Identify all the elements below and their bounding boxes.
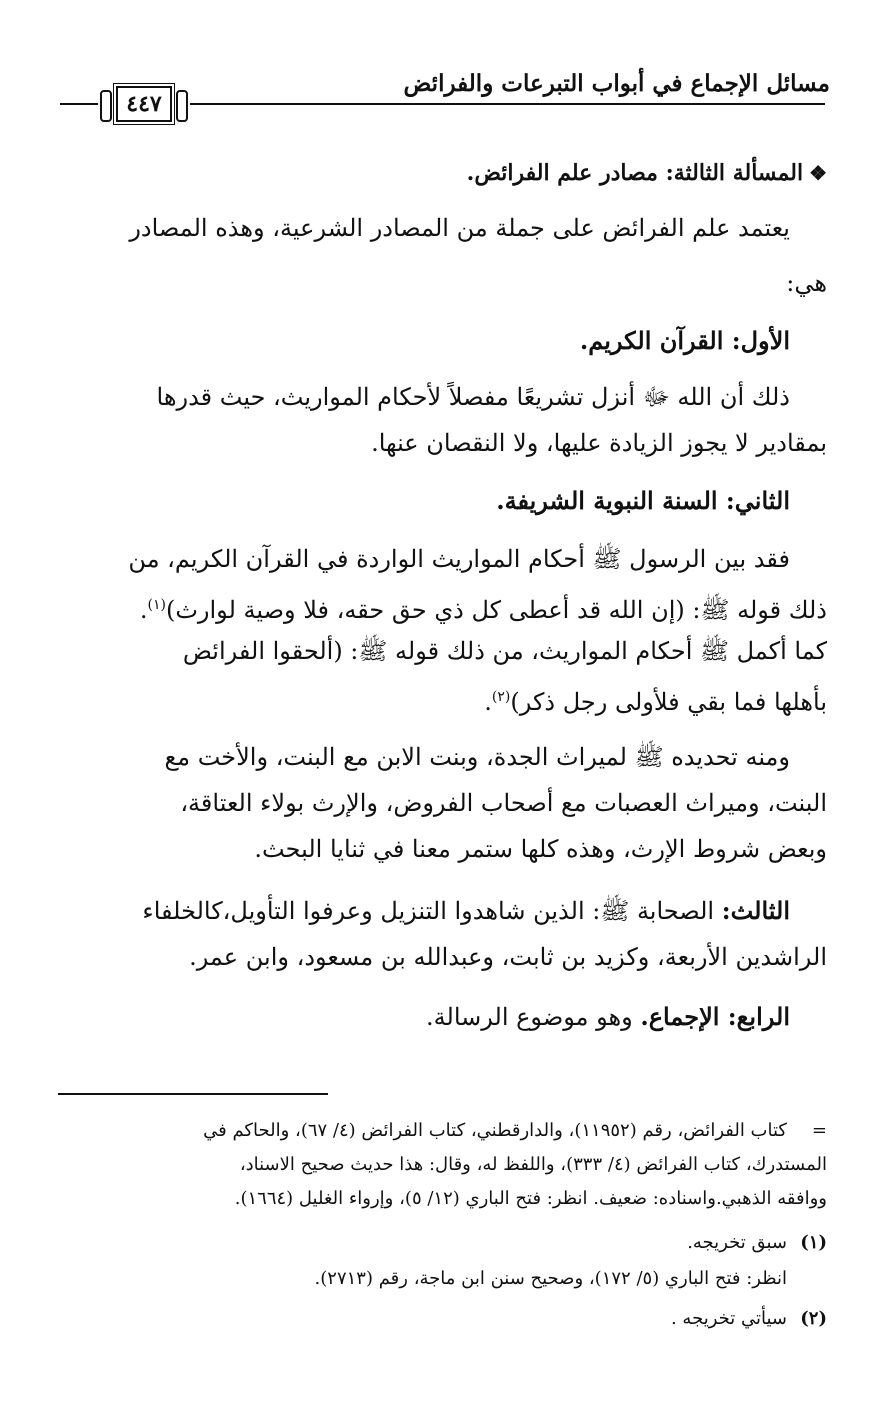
third-source-text: الصحابة ﷺ: الذين شاهدوا التنزيل وعرفوا التأويل،كالخلفاء (142, 897, 722, 925)
footnote-1-number: (١) (800, 1232, 827, 1253)
continuation-mark: = (811, 1120, 827, 1141)
intro-line-2: هي: (786, 269, 827, 297)
page-number: ٤٤٧ (116, 86, 171, 122)
page-number-frame (98, 82, 190, 126)
footnote-continued-line-3: ووافقه الذهبي.واسناده: ضعيف. انظر: فتح الباري (١٢/ ٥)، وإرواء الغليل (١٦٦٤). (234, 1188, 827, 1209)
period: . (484, 688, 492, 716)
fourth-source-line (55, 994, 790, 1040)
first-source-line-1: ذلك أن الله ﷻ أنزل تشريعًا مفصلاً لأحكام المواريث، حيث قدرها (156, 383, 790, 411)
sunnah-examples-line-2: البنت، وميراث العصبات مع أصحاب الفروض، والإرث بولاء العتاقة، (180, 789, 827, 817)
footnote-text: كتاب الفرائض، رقم (١١٩٥٢)، والدارقطني، كتاب الفرائض (٤/ ٦٧)، والحاكم في (203, 1120, 787, 1141)
ijma-term: الإجماع. (640, 1002, 728, 1031)
sunnah-examples-line-3: وبعض شروط الإرث، وهذه كلها ستمر معنا في ثنايا البحث. (254, 835, 827, 863)
footnote-ref-1: (١) (147, 597, 166, 613)
footnote-ref-2: (٢) (491, 689, 511, 705)
third-source-line-2: الراشدين الأربعة، وكزيد بن ثابت، وعبدالله بن مسعود، وابن عمر. (189, 943, 827, 971)
footnote-1-text: سبق تخريجه. (687, 1232, 787, 1253)
footnote-continued-line-1 (55, 1116, 827, 1146)
footnote-separator (58, 1093, 328, 1095)
footnote-2-number: (٢) (800, 1308, 827, 1329)
third-source-line-1 (55, 888, 790, 934)
section-heading (55, 150, 827, 196)
frame-ornament-right (176, 90, 188, 122)
fourth-source-text: وهو موضوع الرسالة. (426, 1003, 641, 1031)
hadith-text-1: ذلك قوله ﷺ: (إن الله قد أعطى كل ذي حق حقه، فلا وصية لوارث) (165, 596, 827, 624)
sunnah-examples-line-1: ومنه تحديده ﷺ لميراث الجدة، وبنت الابن مع البنت، والأخت مع (164, 743, 790, 771)
second-source-line-4 (55, 674, 827, 725)
footnote-2-text: سيأتي تخريجه . (670, 1308, 787, 1329)
footnote-continued-line-2: المستدرك، كتاب الفرائض (٤/ ٣٣٣)، واللفظ له، وقال: هذا حديث صحيح الاسناد، (239, 1154, 827, 1175)
second-source-line-2 (55, 582, 827, 633)
hadith-text-2: بأهلها فما بقي فلأولى رجل ذكر) (510, 688, 827, 716)
footnote-1-line-2: انظر: فتح الباري (٥/ ١٧٢)، وصحيح سنن ابن ماجة، رقم (٢٧١٣). (314, 1268, 787, 1289)
first-source-heading: الأول: القرآن الكريم. (579, 326, 790, 355)
second-source-heading: الثاني: السنة النبوية الشريفة. (496, 486, 790, 515)
second-source-line-3: كما أكمل ﷺ أحكام المواريث، من ذلك قوله ﷺ: (ألحقوا الفرائض (182, 637, 827, 665)
intro-line-1: يعتمد علم الفرائض على جملة من المصادر الشرعية، وهذه المصادر (129, 214, 790, 242)
bullet-icon: ❖ (809, 161, 827, 185)
period: . (139, 596, 148, 624)
footnote-2 (55, 1304, 827, 1334)
frame-ornament-left (100, 90, 112, 122)
third-source-heading: الثالث: (721, 896, 790, 925)
running-header-title: مسائل الإجماع في أبواب التبرعات والفرائض (403, 70, 830, 97)
fourth-source-heading: الرابع: (727, 1002, 790, 1031)
section-heading-text: المسألة الثالثة: مصادر علم الفرائض. (466, 160, 804, 186)
footnote-1 (55, 1228, 827, 1258)
second-source-line-1: فقد بين الرسول ﷺ أحكام المواريث الواردة في القرآن الكريم، من (128, 545, 790, 573)
first-source-line-2: بمقادير لا يجوز الزيادة عليها، ولا النقصان عنها. (371, 429, 827, 457)
